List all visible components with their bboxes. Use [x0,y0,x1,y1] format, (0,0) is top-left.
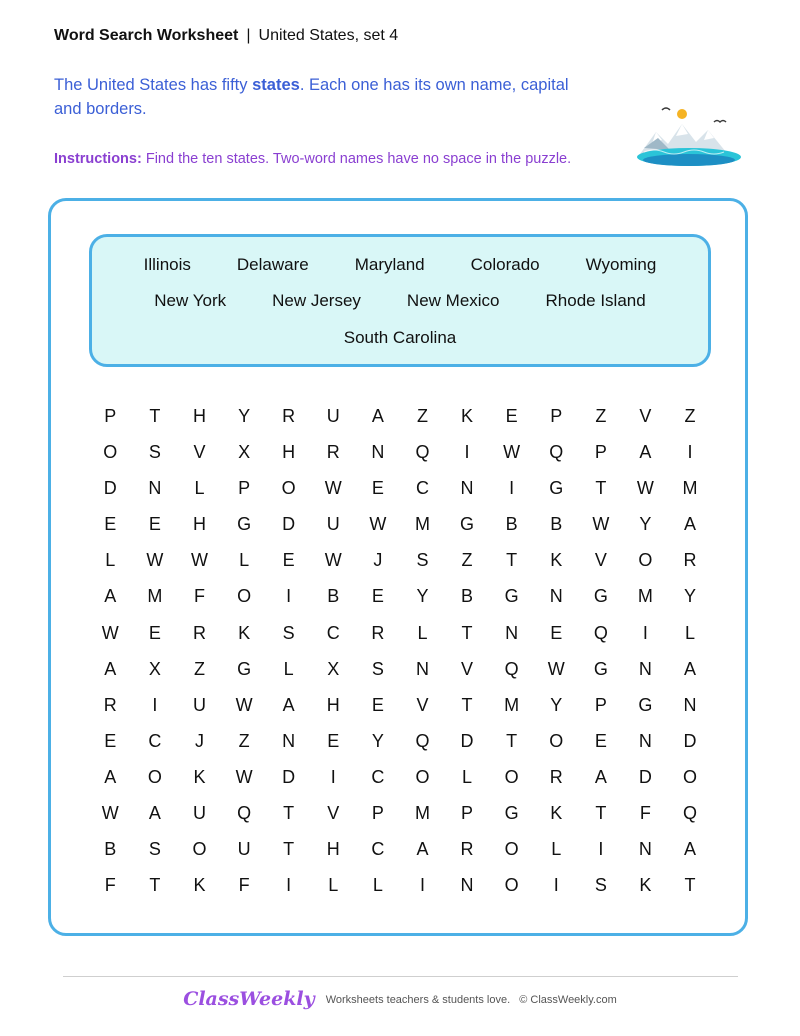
grid-cell[interactable]: N [638,658,652,679]
worksheet-subtitle: United States, set 4 [258,27,399,44]
grid-cell[interactable]: F [193,586,205,607]
grid-cell[interactable]: L [685,622,696,643]
grid-cell[interactable]: I [509,478,515,499]
grid-cell[interactable]: T [461,694,473,715]
grid-cell[interactable]: P [594,694,607,715]
grid-cell[interactable]: U [237,839,251,860]
grid-cell[interactable]: S [416,550,429,571]
mountain-lake-island-icon [634,102,744,172]
grid-cell[interactable]: E [550,622,563,643]
grid-cell[interactable]: A [104,766,117,787]
intro-text [54,73,594,121]
grid-cell[interactable]: T [684,875,696,896]
footer-copyright: © ClassWeekly.com [519,994,617,1006]
grid-cell[interactable]: C [415,478,429,499]
grid-cell[interactable]: O [504,766,519,787]
instructions [54,151,571,167]
grid-cell[interactable]: O [504,839,519,860]
grid-cell[interactable]: I [687,442,693,463]
grid-cell[interactable]: E [148,622,161,643]
grid-cell[interactable]: W [369,514,387,535]
grid-cell[interactable]: M [147,586,163,607]
grid-cell[interactable]: Q [593,622,608,643]
brand-logo: ClassWeekly [183,988,315,1010]
grid-cell[interactable]: R [326,442,340,463]
grid-cell[interactable]: K [550,803,563,824]
grid-cell[interactable]: E [148,514,161,535]
grid-cell[interactable]: Z [461,550,473,571]
grid-cell[interactable]: V [461,658,474,679]
grid-cell[interactable]: M [414,514,430,535]
grid-cell[interactable]: U [192,803,206,824]
grid-cell[interactable]: W [235,694,253,715]
grid-cell[interactable]: W [235,766,253,787]
grid-cell[interactable]: L [462,766,473,787]
grid-cell[interactable]: N [505,622,519,643]
grid-cell[interactable]: F [104,875,116,896]
grid-cell[interactable]: G [237,514,252,535]
grid-cell[interactable]: W [592,514,610,535]
grid-cell[interactable]: A [104,658,117,679]
grid-cell[interactable]: E [505,406,518,426]
grid-cell[interactable]: B [327,586,340,607]
grid-cell[interactable]: W [547,658,565,679]
grid-cell[interactable]: Z [416,406,428,426]
grid-cell[interactable]: Y [684,586,697,607]
word-maryland: Maryland [354,255,425,274]
grid-cell[interactable]: B [505,514,518,535]
grid-cell[interactable]: P [238,478,251,499]
grid-cell[interactable]: V [594,550,607,571]
grid-cell[interactable]: O [192,839,207,860]
grid-cell[interactable]: G [504,803,519,824]
grid-cell[interactable]: P [594,442,607,463]
grid-cell[interactable]: Q [549,442,564,463]
footer-tagline: Worksheets teachers & students love. [325,994,511,1006]
grid-cell[interactable]: E [371,694,384,715]
grid-cell[interactable]: Y [416,586,429,607]
grid-cell[interactable]: V [416,694,429,715]
worksheet-header [54,27,398,45]
grid-cell[interactable]: K [639,875,652,896]
grid-cell[interactable]: D [638,766,652,787]
grid-cell[interactable]: N [683,694,697,715]
grid-cell[interactable]: A [684,839,697,860]
grid-cell[interactable]: S [148,442,161,463]
grid-cell[interactable]: E [282,550,295,571]
grid-cell[interactable]: Q [415,730,430,751]
grid-cell[interactable]: V [639,406,652,426]
grid-cell[interactable]: O [147,766,162,787]
grid-cell[interactable]: E [594,730,607,751]
grid-cell[interactable]: O [638,550,653,571]
word-bank [89,234,711,367]
grid-cell[interactable]: N [460,478,474,499]
grid-cell[interactable]: P [550,406,563,426]
grid-cell[interactable]: N [371,442,385,463]
grid-cell[interactable]: T [506,730,518,751]
grid-cell[interactable]: V [193,442,206,463]
grid-cell[interactable]: A [594,766,607,787]
word-bank-row-2 [92,291,708,311]
grid-cell[interactable]: D [460,730,474,751]
grid-cell[interactable]: Z [238,730,250,751]
grid-cell[interactable]: U [326,514,340,535]
intro-bold-word: states [252,76,300,94]
grid-cell[interactable]: L [239,550,250,571]
grid-cell[interactable]: L [105,550,116,571]
grid-cell[interactable]: P [104,406,117,426]
grid-cell[interactable]: N [638,839,652,860]
grid-cell[interactable]: M [682,478,698,499]
grid-cell[interactable]: D [103,478,117,499]
instructions-text: Find the ten states. Two-word names have no space in the puzzle. [141,151,572,167]
grid-cell[interactable]: T [595,478,607,499]
word-new-mexico: New Mexico [406,291,500,310]
grid-cell[interactable]: I [553,875,559,896]
grid-cell[interactable]: Y [550,694,563,715]
grid-cell[interactable]: G [593,586,608,607]
word-illinois: Illinois [143,255,191,274]
grid-cell[interactable]: G [549,478,564,499]
grid-cell[interactable]: D [282,514,296,535]
grid-cell[interactable]: I [330,766,336,787]
grid-cell[interactable]: N [460,875,474,896]
word-rhode-island: Rhode Island [545,291,646,310]
grid-cell[interactable]: V [327,803,340,824]
word-delaware: Delaware [236,255,309,274]
grid-cell[interactable]: T [595,803,607,824]
grid-cell[interactable]: X [148,658,161,679]
grid-cell[interactable]: N [415,658,429,679]
grid-cell[interactable]: Z [595,406,607,426]
grid-cell[interactable]: Y [238,406,251,426]
word-wyoming: Wyoming [585,255,657,274]
grid-cell[interactable]: H [192,406,206,426]
grid-cell[interactable]: T [283,839,295,860]
grid-cell[interactable]: L [328,875,339,896]
grid-cell[interactable]: T [461,622,473,643]
footer [0,988,800,1010]
grid-cell[interactable]: O [683,766,698,787]
grid-cell[interactable]: A [639,442,652,463]
grid-cell[interactable]: O [549,730,564,751]
word-south-carolina: South Carolina [343,328,457,347]
word-new-jersey: New Jersey [272,291,361,310]
grid-cell[interactable]: W [146,550,164,571]
grid-cell[interactable]: G [593,658,608,679]
grid-cell[interactable]: G [237,658,252,679]
grid-cell[interactable]: N [148,478,162,499]
grid-cell[interactable]: Q [415,442,430,463]
grid-cell[interactable]: R [103,694,117,715]
grid-cell[interactable]: D [282,766,296,787]
instructions-label: Instructions: [54,151,142,167]
grid-cell[interactable]: O [103,442,118,463]
grid-cell[interactable]: I [464,442,470,463]
grid-cell[interactable]: I [286,586,292,607]
grid-cell[interactable]: F [238,875,250,896]
grid-cell[interactable]: Q [683,803,698,824]
grid-cell[interactable]: J [373,550,383,571]
grid-cell[interactable]: Q [237,803,252,824]
grid-cell[interactable]: S [371,658,384,679]
grid-cell[interactable]: S [148,839,161,860]
grid-cell[interactable]: G [504,586,519,607]
grid-cell[interactable]: I [286,875,292,896]
grid-cell[interactable]: R [282,406,296,426]
grid-cell[interactable]: W [503,442,521,463]
grid-cell[interactable]: R [549,766,563,787]
grid-cell[interactable]: O [415,766,430,787]
grid-cell[interactable]: M [504,694,520,715]
grid-cell[interactable]: K [461,406,474,426]
grid-cell[interactable]: H [192,514,206,535]
word-bank-row-3 [92,328,708,348]
grid-cell[interactable]: G [638,694,653,715]
grid-cell[interactable]: Y [639,514,652,535]
grid-cell[interactable]: H [326,694,340,715]
grid-cell[interactable]: H [326,839,340,860]
grid-cell[interactable]: R [683,550,697,571]
grid-cell[interactable]: U [192,694,206,715]
intro-before: The United States has fifty [54,76,253,94]
grid-cell[interactable]: E [104,514,117,535]
grid-cell[interactable]: N [549,586,563,607]
grid-cell[interactable]: L [551,839,562,860]
grid-cell[interactable]: A [104,586,117,607]
grid-cell[interactable]: W [101,622,119,643]
grid-cell[interactable]: A [371,406,384,426]
grid-cell[interactable]: L [283,658,294,679]
grid-cell[interactable]: P [461,803,474,824]
grid-cell[interactable]: W [324,550,342,571]
grid-cell[interactable]: M [637,586,653,607]
grid-cell[interactable]: R [460,839,474,860]
grid-cell[interactable]: B [550,514,563,535]
grid-cell[interactable]: K [193,766,206,787]
word-bank-row-1 [92,255,708,275]
grid-cell[interactable]: X [238,442,251,463]
grid-cell[interactable]: A [416,839,429,860]
grid-cell[interactable]: R [192,622,206,643]
grid-cell[interactable]: Y [371,730,384,751]
grid-cell[interactable]: E [104,730,117,751]
grid-cell[interactable]: I [598,839,604,860]
grid-cell[interactable]: A [282,694,295,715]
word-new-york: New York [154,291,227,310]
grid-cell[interactable]: T [506,550,518,571]
grid-cell[interactable]: L [372,875,383,896]
grid-cell[interactable]: W [101,803,119,824]
grid-cell[interactable]: C [326,622,340,643]
grid-cell[interactable]: K [238,622,251,643]
grid-cell[interactable]: O [281,478,296,499]
grid-cell[interactable]: I [642,622,648,643]
header-separator: | [246,27,251,44]
grid-cell[interactable]: F [639,803,651,824]
grid-cell[interactable]: Z [193,658,205,679]
grid-cell[interactable]: C [371,839,385,860]
grid-cell[interactable]: G [460,514,475,535]
grid-cell[interactable]: J [194,730,204,751]
grid-cell[interactable]: C [371,766,385,787]
grid-cell[interactable]: M [414,803,430,824]
grid-cell[interactable]: U [326,406,340,426]
grid-cell[interactable]: K [193,875,206,896]
grid-cell[interactable]: W [190,550,208,571]
footer-divider [63,976,738,977]
word-colorado: Colorado [470,255,540,274]
grid-cell[interactable]: S [282,622,295,643]
intro-after: . Each one has its own name, capital and borders. [54,76,569,118]
grid-cell[interactable]: K [550,550,563,571]
grid-cell[interactable]: W [324,478,342,499]
grid-cell[interactable]: T [149,406,161,426]
grid-cell[interactable]: E [371,478,384,499]
grid-cell[interactable]: A [148,803,161,824]
grid-cell[interactable]: O [237,586,252,607]
grid-cell[interactable]: C [148,730,162,751]
grid-cell[interactable]: D [683,730,697,751]
grid-cell[interactable]: Q [504,658,519,679]
grid-cell[interactable]: L [417,622,428,643]
grid-cell[interactable]: Z [684,406,696,426]
grid-cell[interactable]: A [684,658,697,679]
grid-cell[interactable]: I [419,875,425,896]
grid-cell[interactable]: T [283,803,295,824]
letter-grid [88,398,712,903]
worksheet-title: Word Search Worksheet [54,27,239,44]
grid-cell[interactable]: L [194,478,205,499]
grid-cell[interactable]: I [152,694,158,715]
grid-cell[interactable]: S [594,875,607,896]
grid-cell[interactable]: P [371,803,384,824]
grid-cell[interactable]: H [282,442,296,463]
grid-cell[interactable]: E [371,586,384,607]
grid-cell[interactable]: A [684,514,697,535]
grid-cell[interactable]: R [371,622,385,643]
grid-cell[interactable]: X [327,658,340,679]
grid-cell[interactable]: N [282,730,296,751]
grid-cell[interactable]: B [461,586,474,607]
grid-cell[interactable]: B [104,839,117,860]
grid-cell[interactable]: N [638,730,652,751]
grid-cell[interactable]: O [504,875,519,896]
grid-cell[interactable]: W [636,478,654,499]
grid-cell[interactable]: T [149,875,161,896]
grid-cell[interactable]: E [327,730,340,751]
